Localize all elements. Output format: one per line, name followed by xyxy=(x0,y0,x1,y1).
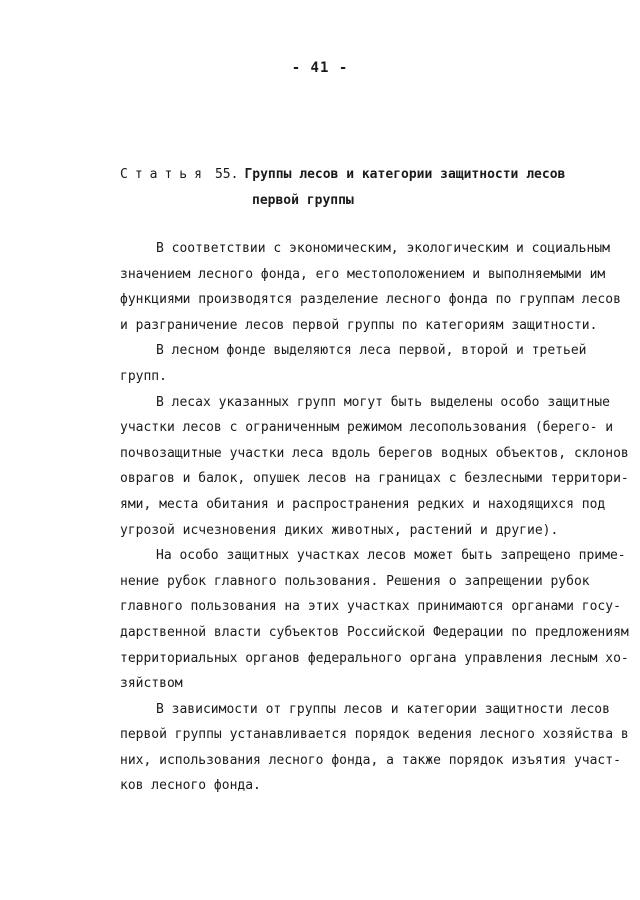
article-body xyxy=(84,236,629,799)
text-line: В зависимости от группы лесов и категории защитности лесов xyxy=(156,701,610,717)
text-line: первой группы устанавливается порядок ведения лесного хозяйства в xyxy=(120,727,629,743)
text-line: них, использования лесного фонда, а также порядок изъятия участ- xyxy=(120,752,621,768)
article-number: 55. xyxy=(214,167,239,182)
text-line: значением лесного фонда, его местоположением и выполняемыми им xyxy=(120,266,606,282)
text-line: На особо защитных участках лесов может быть запрещено приме- xyxy=(156,548,626,564)
paragraph xyxy=(84,236,621,338)
text-line: ков лесного фонда. xyxy=(120,778,261,794)
article-title-line-1: Группы лесов и категории защитности лесов xyxy=(244,167,566,182)
text-line: угрозой исчезновения диких животных, растений и другие). xyxy=(120,522,559,538)
text-line: функциями производятся разделение лесного фонда по группам лесов xyxy=(120,292,621,308)
paragraph xyxy=(84,390,629,544)
text-line: и разграничение лесов первой группы по категориям защитности. xyxy=(120,317,598,333)
text-line: оврагов и балок, опушек лесов на границах с безлесными территори- xyxy=(120,471,629,487)
paragraph xyxy=(84,697,629,799)
text-line: главного пользования на этих участках принимаются органами госу- xyxy=(120,599,621,615)
text-line: В лесном фонде выделяются леса первой, второй и третьей xyxy=(156,343,587,359)
article-title-line-2: первой группы xyxy=(252,193,354,208)
text-line: дарственной власти субъектов Российской Федерации по предложениям xyxy=(120,624,629,640)
article-heading xyxy=(120,162,590,214)
paragraph xyxy=(84,543,629,697)
text-line: почвозащитные участки леса вдоль берегов водных объектов, склонов xyxy=(120,445,629,461)
text-line: ями, места обитания и распространения редких и находящихся под xyxy=(120,496,606,512)
text-line: нение рубок главного пользования. Решения о запрещении рубок xyxy=(120,573,590,589)
text-line: В соответствии с экономическим, экологическим и социальным xyxy=(156,241,610,256)
text-line: зяйством xyxy=(120,676,183,692)
paragraph xyxy=(84,338,587,389)
text-line: территориальных органов федерального органа управления лесным хо- xyxy=(120,650,629,666)
text-line: групп. xyxy=(120,368,167,384)
text-line: участки лесов с ограниченным режимом лесопользования (берего- и xyxy=(120,420,614,436)
article-label: Статья xyxy=(120,167,209,182)
page-number: - 41 - xyxy=(291,60,349,76)
text-line: В лесах указанных групп могут быть выделены особо защитные xyxy=(156,394,610,410)
